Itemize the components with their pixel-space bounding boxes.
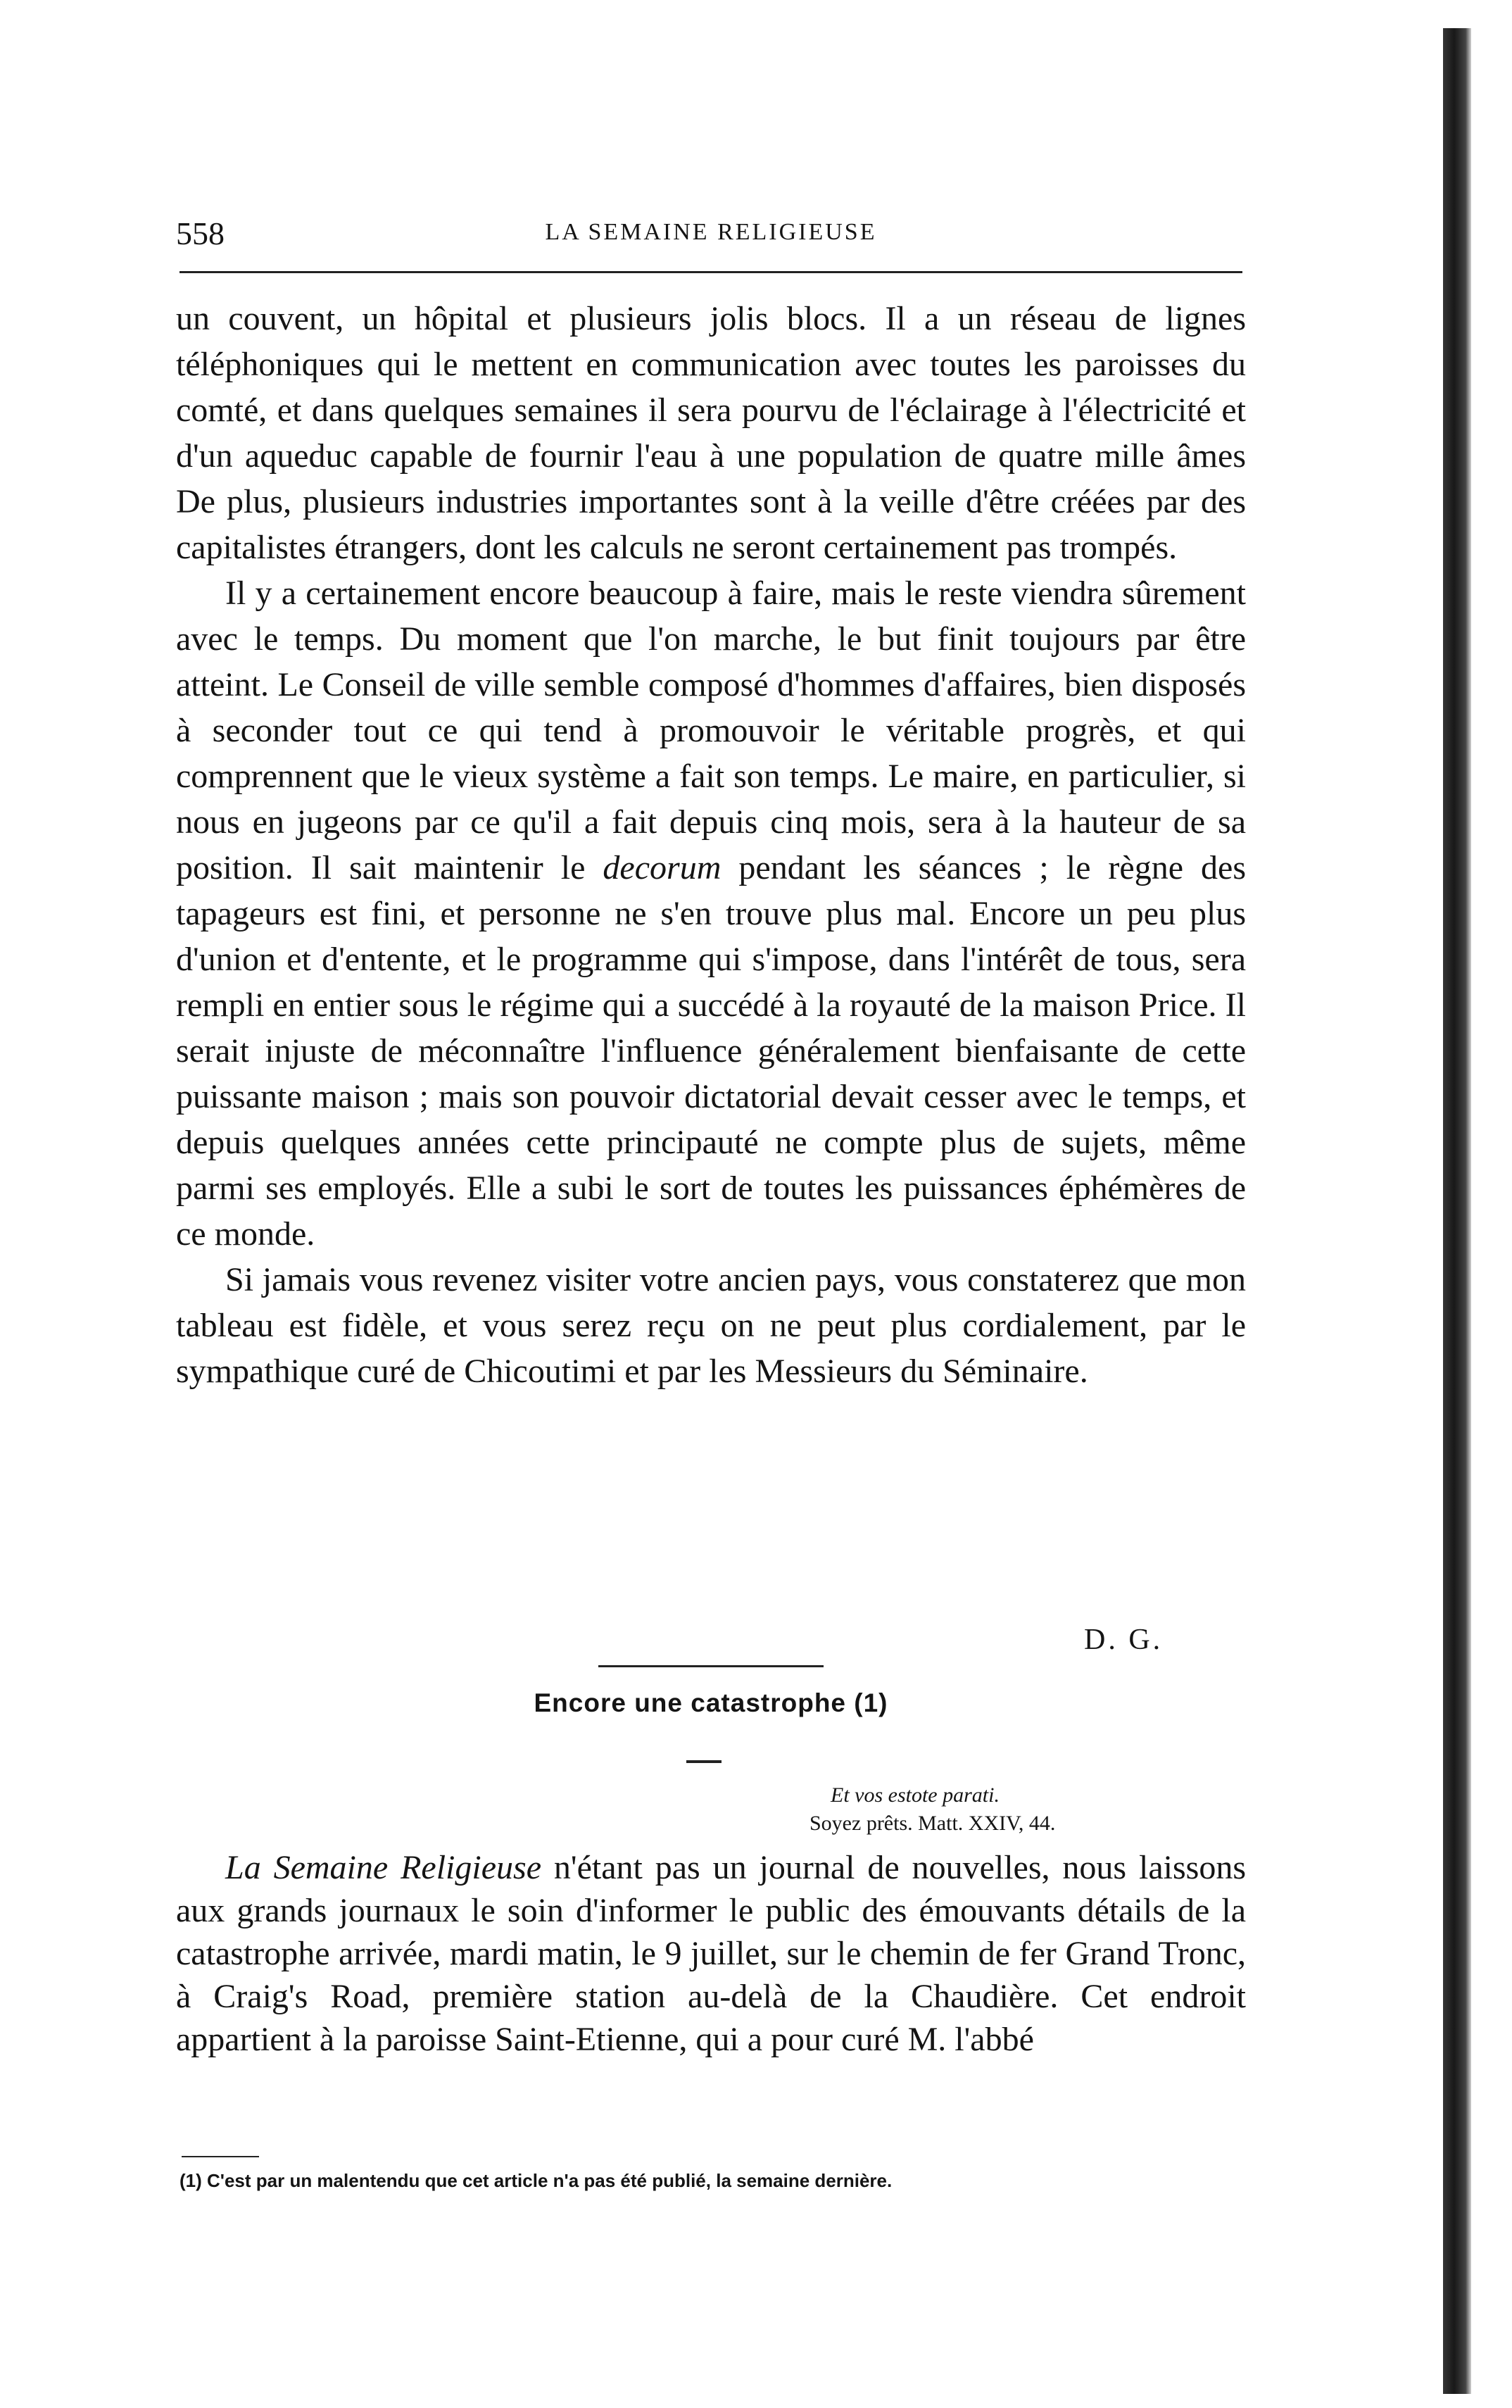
article-body-2	[176, 1846, 1246, 2061]
running-head	[176, 215, 1246, 257]
epigraph	[809, 1781, 1232, 1838]
footnote: (1) C'est par un malentendu que cet article n'a pas été publié, la semaine dernière.	[179, 2170, 893, 2191]
paragraph-text: Il y a certainement encore beaucoup à faire, mais le reste viendra sûrement avec le temps. Du moment que l'on marche, le but finit toujours par être atteint. Le Conseil de ville semble composé d'hommes d'affaires, bien disposés à seconder tout ce qui tend à promouvoir le véritable progrès, et qui comprennent que le vieux système a fait son temps. Le maire, en particulier, si nous en jugeons par ce qu'il a fait depuis cinq mois, sera à la hauteur de sa position. Il sait maintenir le	[176, 575, 1246, 886]
epigraph-translation: Soyez prêts. Matt. XXIV, 44.	[809, 1812, 1056, 1835]
paragraph-text: pendant les séances ; le règne des tapageurs est fini, et personne ne s'en trouve plus mal. Encore un peu plus d'union et d'entente, et le programme qui s'impose, dans l'intérêt de tous, sera rempli en entier sous le régime qui a succédé à la royauté de la maison Price. Il serait injuste de méconnaître l'influence généralement bienfaisante de cette puissante maison ; mais son pouvoir dictatorial devait cesser avec le temps, et depuis quelques années cette principauté ne compte plus de sujets, même parmi ses employés. Elle a subi le sort de toutes les puissances éphémères de ce monde.	[176, 849, 1247, 1253]
footnote-rule	[182, 2156, 259, 2157]
running-title: LA SEMAINE RELIGIEUSE	[545, 219, 877, 245]
title-dash	[686, 1760, 722, 1763]
paragraph: un couvent, un hôpital et plusieurs jolis blocs. Il a un réseau de lignes téléphoniques qui le mettent en communication avec toutes les paroisses du comté, et dans quelques semaines il sera pourvu de l'éclairage à l'électricité et d'un aqueduc capable de fournir l'eau à une population de quatre mille âmes De plus, plusieurs industries importantes sont à la veille d'être créées par des capitalistes étrangers, dont les calculs ne seront certainement pas trompés.	[176, 300, 1246, 566]
section-title: Encore une catastrophe (1)	[534, 1688, 888, 1717]
page-number: 558	[176, 215, 225, 251]
journal-name: La Semaine Religieuse	[225, 1849, 542, 1886]
paragraph	[176, 570, 1246, 1257]
epigraph-latin: Et vos estote parati.	[831, 1783, 1000, 1807]
paragraph: Si jamais vous revenez visiter votre ancien pays, vous constaterez que mon tableau est fidèle, et vous serez reçu on ne peut plus cordialement, par le sympathique curé de Chicoutimi et par les Messieurs du Séminaire.	[176, 1261, 1246, 1390]
article-body	[176, 296, 1246, 1394]
scan-edge-shadow	[1443, 28, 1471, 2394]
signature: D. G.	[1084, 1624, 1164, 1656]
header-rule	[179, 271, 1242, 273]
paragraph-text: n'étant pas un journal de nouvelles, nous laissons aux grands journaux le soin d'informer le public des émouvants détails de la catastrophe arrivée, mardi matin, le 9 juillet, sur le chemin de fer Grand Tronc, à Craig's Road, première station au-delà de la Chaudière. Cet endroit appartient à la paroisse Saint-Etienne, qui a pour curé M. l'abbé	[176, 1849, 1247, 2058]
paragraph	[176, 1846, 1246, 2061]
section-divider	[598, 1665, 824, 1667]
italic-term: decorum	[603, 849, 722, 886]
